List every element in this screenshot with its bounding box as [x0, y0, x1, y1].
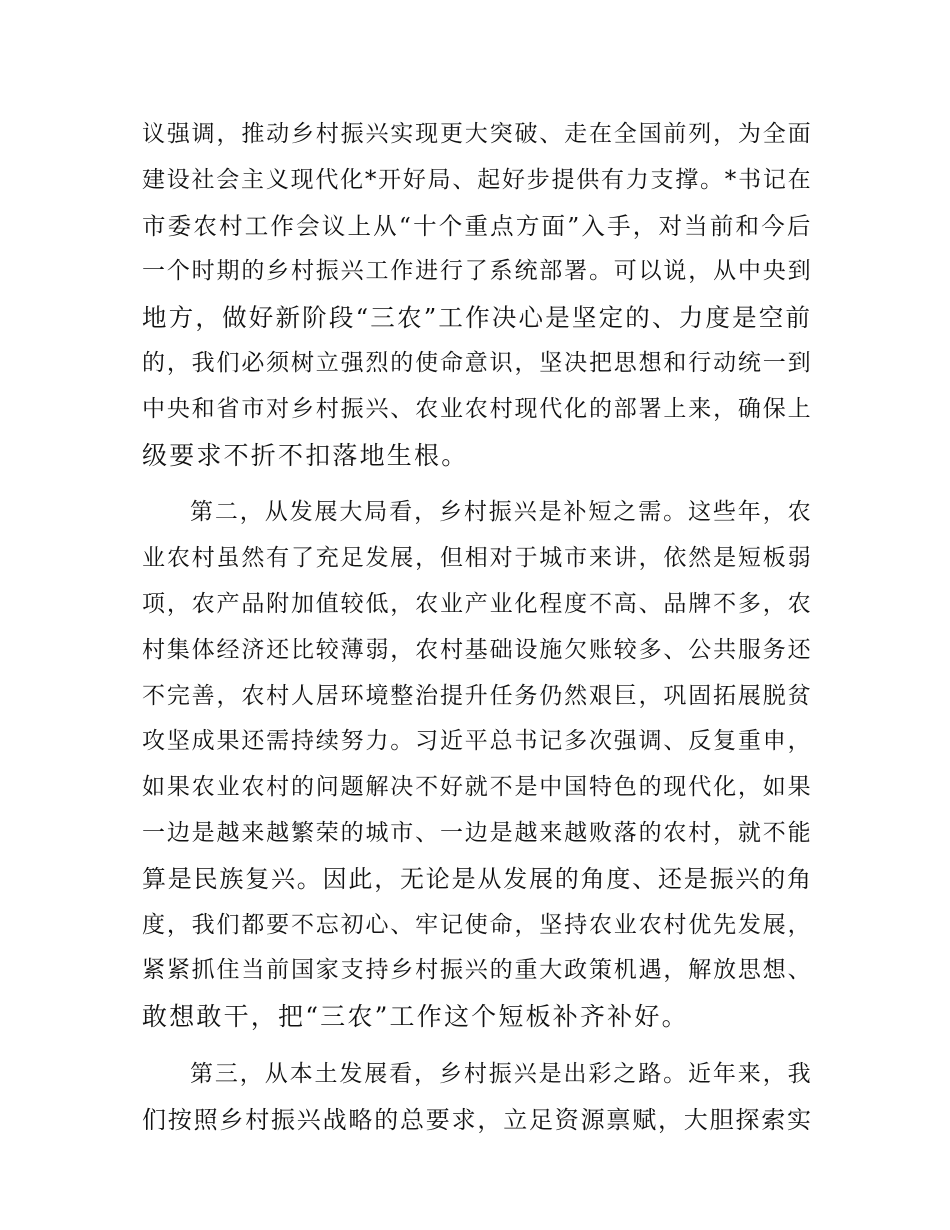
text-line: 项，农产品附加值较低，农业产业化程度不高、品牌不多，农: [142, 590, 812, 617]
text-line: 一边是越来越繁荣的城市、一边是越来越败落的农村，就不能: [142, 819, 812, 846]
text-line: 第二，从发展大局看，乡村振兴是补短之需。这些年，农: [190, 499, 812, 526]
text-line: 市委农村工作会议上从“十个重点方面”入手，对当前和今后: [142, 211, 812, 240]
text-line: 攻坚成果还需持续努力。习近平总书记多次强调、反复重申，: [142, 728, 812, 755]
text-line: 第三，从本土发展看，乡村振兴是出彩之路。近年来，我: [190, 1060, 812, 1087]
text-line: 地方，做好新阶段“三农”工作决心是坚定的、力度是空前: [142, 303, 812, 333]
text-line: 议强调，推动乡村振兴实现更大突破、走在全国前列，为全面: [142, 121, 812, 147]
paragraph-gap: [142, 478, 812, 490]
text-line: 如果农业农村的问题解决不好就不是中国特色的现代化，如果: [142, 774, 812, 801]
paragraph-gap: [142, 1040, 812, 1052]
paragraph-3: [142, 1052, 812, 1144]
text-line: 建设社会主义现代化*开好局、起好步提供有力支撑。*书记在: [142, 166, 812, 193]
text-line: 度，我们都要不忘初心、牢记使命，坚持农业农村优先发展，: [142, 911, 812, 938]
paragraph-2: [142, 490, 812, 1040]
text-line: 中央和省市对乡村振兴、农业农村现代化的部署上来，确保上: [142, 395, 812, 422]
text-line: 不完善，农村人居环境整治提升任务仍然艰巨，巩固拓展脱贫: [142, 682, 812, 709]
text-line: 敢想敢干，把“三农”工作这个短板补齐补好。: [142, 1002, 689, 1032]
text-line: 业农村虽然有了充足发展，但相对于城市来讲，依然是短板弱: [142, 545, 812, 572]
text-line: 级要求不折不扣落地生根。: [142, 440, 469, 470]
paragraph-1: [142, 112, 812, 478]
text-line: 村集体经济还比较薄弱，农村基础设施欠账较多、公共服务还: [142, 636, 812, 663]
text-line: 们按照乡村振兴战略的总要求，立足资源禀赋，大胆探索实: [142, 1105, 813, 1134]
text-line: 算是民族复兴。因此，无论是从发展的角度、还是振兴的角: [142, 864, 813, 893]
text-line: 的，我们必须树立强烈的使命意识，坚决把思想和行动统一到: [142, 349, 812, 376]
text-line: 一个时期的乡村振兴工作进行了系统部署。可以说，从中央到: [142, 258, 812, 285]
text-line: 紧紧抓住当前国家支持乡村振兴的重大政策机遇，解放思想、: [142, 957, 812, 984]
document-body: [142, 112, 812, 1144]
